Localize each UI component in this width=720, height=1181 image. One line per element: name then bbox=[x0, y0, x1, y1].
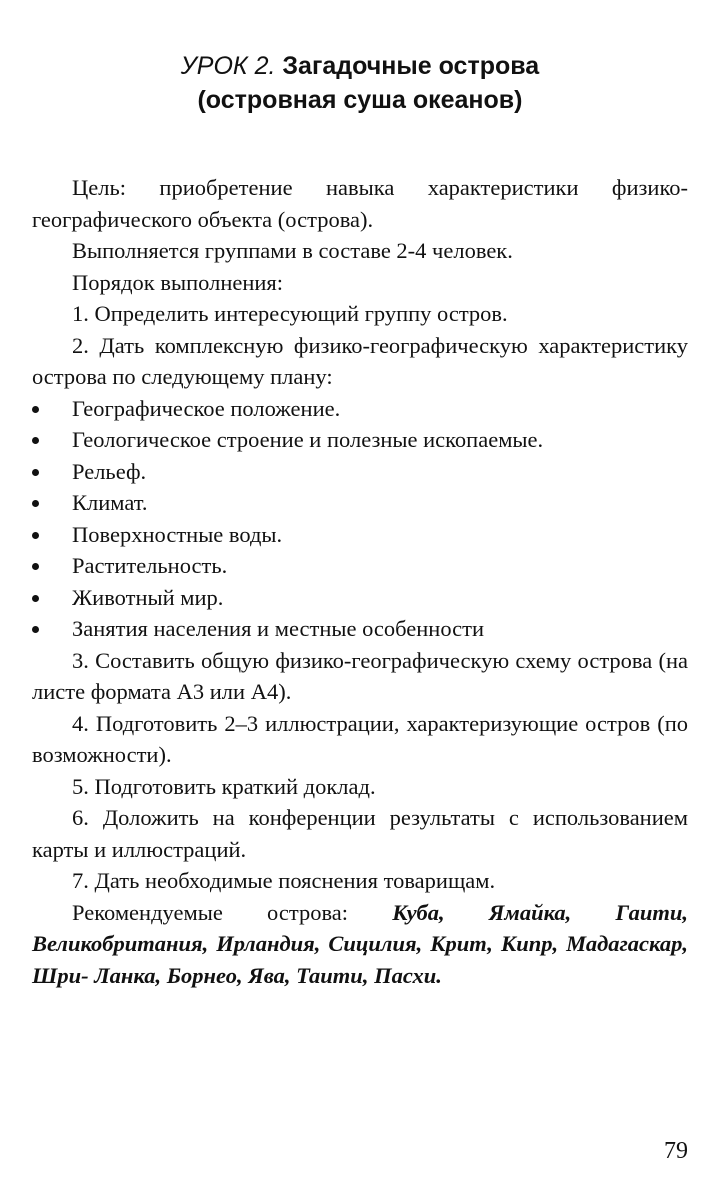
plan-item bbox=[32, 456, 688, 488]
plan-item bbox=[32, 487, 688, 519]
plan-item-text: Растительность. bbox=[72, 553, 228, 578]
plan-item-text: Климат. bbox=[72, 490, 148, 515]
recommended-lead: Рекомендуемые острова: bbox=[72, 899, 393, 925]
plan-item bbox=[32, 613, 688, 645]
bullet-icon bbox=[32, 532, 39, 539]
plan-item bbox=[32, 550, 688, 582]
bullet-icon bbox=[32, 469, 39, 476]
plan-item-text: Занятия населения и местные особенности bbox=[72, 616, 485, 641]
plan-item-text: Животный мир. bbox=[72, 584, 224, 610]
step-2: 2. Дать комплексную физико-географическую характеристику острова по следующему плану: bbox=[32, 332, 688, 389]
bullet-icon bbox=[32, 500, 39, 507]
bullet-icon bbox=[32, 626, 39, 633]
step-3: 3. Составить общую физико-географическую схему острова (на листе формата А3 или А4). bbox=[32, 647, 688, 704]
paragraph-goal: Цель: приобретение навыка характеристики физико-географического объекта (острова). bbox=[32, 175, 688, 232]
plan-item bbox=[32, 424, 688, 456]
step-7: 7. Дать необходимые пояснения товарищам. bbox=[72, 868, 496, 893]
paragraph-recommended bbox=[32, 897, 688, 992]
plan-item bbox=[32, 393, 688, 425]
plan-item-text: Поверхностные воды. bbox=[72, 521, 283, 547]
lesson-title-line1: Загадочные острова bbox=[282, 52, 540, 80]
bullet-icon bbox=[32, 406, 39, 413]
plan-list bbox=[32, 393, 688, 645]
bullet-icon bbox=[32, 595, 39, 602]
plan-item-text: Рельеф. bbox=[72, 458, 147, 484]
bullet-icon bbox=[32, 563, 39, 570]
lesson-subtitle: (островная суша океанов) bbox=[197, 86, 523, 114]
lesson-title bbox=[0, 50, 720, 82]
recommended-islands: Куба, Ямайка, Гаити, Великобритания, Ирландия, Сицилия, Крит, Кипр, Мадагаскар, Шри- Ланка, Борнео, Ява, Таити, Пасхи. bbox=[32, 899, 688, 988]
lesson-number: УРОК 2. bbox=[180, 52, 276, 80]
step-5: 5. Подготовить краткий доклад. bbox=[72, 773, 376, 799]
plan-item bbox=[32, 582, 688, 614]
lesson-body bbox=[32, 172, 688, 991]
paragraph-procedure: Порядок выполнения: bbox=[72, 269, 284, 295]
step-6: 6. Доложить на конференции результаты с использованием карты и иллюстраций. bbox=[32, 805, 688, 862]
bullet-icon bbox=[32, 437, 39, 444]
plan-item-text: Геологическое строение и полезные ископаемые. bbox=[72, 427, 544, 452]
plan-item-text: Географическое положение. bbox=[72, 395, 341, 421]
plan-item bbox=[32, 519, 688, 551]
page-number: 79 bbox=[664, 1138, 688, 1164]
paragraph-groups: Выполняется группами в составе 2-4 человек. bbox=[72, 238, 513, 263]
step-4: 4. Подготовить 2–3 иллюстрации, характеризующие остров (по возможности). bbox=[32, 710, 688, 767]
step-1: 1. Определить интересующий группу остров. bbox=[72, 301, 508, 326]
